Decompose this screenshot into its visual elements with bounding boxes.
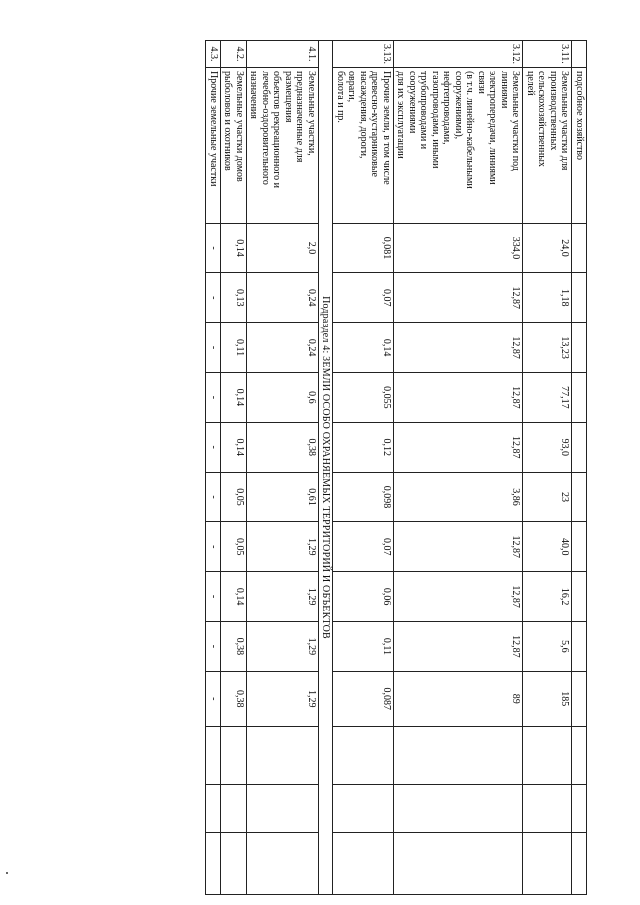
value-cell: 24,0	[523, 223, 572, 273]
row-name-line: болота и пр.	[335, 70, 346, 123]
row-name-line: овраги,	[346, 70, 358, 103]
row-number: 4.1.	[247, 41, 319, 68]
value-cell	[572, 273, 587, 323]
value-cell: -	[206, 223, 221, 273]
value-cell	[572, 522, 587, 572]
row-name-line: размещения	[283, 70, 294, 123]
value-cell: 0,07	[333, 273, 394, 323]
row-number: 3.11.	[523, 41, 572, 68]
row-number	[572, 41, 587, 68]
value-cell: 12,87	[394, 373, 524, 423]
value-cell: 12,87	[394, 422, 524, 472]
value-cell	[333, 832, 394, 894]
value-cell: 12,87	[394, 323, 524, 373]
value-cell	[333, 726, 394, 784]
scan-speck	[6, 872, 8, 874]
value-cell	[221, 784, 247, 832]
value-cell: 16,2	[523, 572, 572, 622]
row-name-line: Прочие земельные участки	[208, 70, 219, 187]
table-row	[394, 41, 524, 895]
value-cell	[333, 784, 394, 832]
value-cell: -	[206, 671, 221, 726]
row-number: 3.12.	[394, 41, 524, 68]
value-cell	[572, 671, 587, 726]
value-cell: -	[206, 422, 221, 472]
value-cell	[523, 784, 572, 832]
value-cell: 185	[523, 671, 572, 726]
value-cell: 23	[523, 472, 572, 522]
row-name-line: трубопроводами и	[418, 70, 430, 150]
table-row	[247, 41, 319, 895]
row-name-line: подсобное хозяйство	[574, 70, 585, 161]
row-name-line: нефтепроводами,	[441, 70, 453, 145]
row-name	[523, 67, 572, 223]
value-cell: 3,86	[394, 472, 524, 522]
row-name-line: для их эксплуатации	[395, 70, 407, 159]
row-name-line: сельскохозяйственных	[536, 70, 548, 167]
value-cell: 0,38	[247, 422, 319, 472]
value-cell: 0,081	[333, 223, 394, 273]
value-cell	[572, 323, 587, 373]
value-cell	[572, 572, 587, 622]
value-cell: -	[206, 273, 221, 323]
row-name-line: Земельные участки под	[510, 70, 522, 171]
value-cell	[221, 726, 247, 784]
value-cell	[572, 832, 587, 894]
row-name-line: предназначенные для	[294, 70, 306, 163]
value-cell: 0,24	[247, 323, 319, 373]
value-cell: 0,11	[221, 323, 247, 373]
table-row	[206, 41, 221, 895]
row-name-line: рыболовов и охотников	[222, 70, 234, 171]
row-name-line: электропередачи, линиями	[487, 70, 499, 185]
value-cell: 0,07	[333, 522, 394, 572]
value-cell: -	[206, 621, 221, 671]
value-cell: 0,098	[333, 472, 394, 522]
value-cell: 0,14	[221, 223, 247, 273]
value-cell	[572, 621, 587, 671]
value-cell: 12,87	[394, 522, 524, 572]
value-cell	[394, 832, 524, 894]
value-cell: 0,24	[247, 273, 319, 323]
row-name	[247, 67, 319, 223]
value-cell	[206, 784, 221, 832]
value-cell: 0,087	[333, 671, 394, 726]
value-cell: -	[206, 323, 221, 373]
value-cell	[523, 726, 572, 784]
row-name-line: линиями	[499, 70, 510, 109]
value-cell	[247, 832, 319, 894]
value-cell: 0,11	[333, 621, 394, 671]
value-cell	[523, 832, 572, 894]
row-name	[333, 67, 394, 223]
value-cell: 89	[394, 671, 524, 726]
row-name-line: производственных	[548, 70, 559, 151]
value-cell: 0,6	[247, 373, 319, 423]
value-cell: 40,0	[523, 522, 572, 572]
row-name-line: связи	[476, 70, 487, 94]
value-cell: 0,06	[333, 572, 394, 622]
row-number: 4.2.	[221, 41, 247, 68]
value-cell: 0,14	[221, 572, 247, 622]
value-cell: 0,12	[333, 422, 394, 472]
value-cell: 334,0	[394, 223, 524, 273]
value-cell	[394, 726, 524, 784]
value-cell: 12,87	[394, 273, 524, 323]
value-cell	[572, 472, 587, 522]
value-cell: -	[206, 472, 221, 522]
value-cell: 12,87	[394, 572, 524, 622]
value-cell: -	[206, 373, 221, 423]
row-name-line: Земельные участки для	[559, 70, 571, 171]
row-name-line: Земельные участки домов	[234, 70, 245, 182]
value-cell: 12,87	[394, 621, 524, 671]
table-row	[221, 41, 247, 895]
row-name	[206, 67, 221, 223]
value-cell: 0,14	[221, 422, 247, 472]
row-name-line: лечебно-оздоровительного	[260, 70, 271, 185]
row-name-line: Земельные участки,	[306, 70, 317, 156]
row-name-line: назначения	[248, 70, 260, 119]
value-cell	[394, 784, 524, 832]
row-name-line: сооружениями	[407, 70, 418, 134]
value-cell	[572, 422, 587, 472]
row-number: 3.13.	[333, 41, 394, 68]
rotated-table-region	[32, 40, 587, 895]
row-name	[394, 67, 524, 223]
row-name-line: насаждения, дороги,	[358, 70, 369, 159]
table-row	[523, 41, 572, 895]
value-cell	[247, 784, 319, 832]
value-cell: 0,055	[333, 373, 394, 423]
value-cell: 0,14	[221, 373, 247, 423]
row-name-line: древесно-кустарниковые	[369, 70, 381, 177]
value-cell	[572, 784, 587, 832]
value-cell	[206, 832, 221, 894]
land-rates-table	[206, 40, 588, 895]
row-name-line: Прочие земли, в том числе	[381, 70, 392, 185]
table-row	[572, 41, 587, 895]
row-name-line: целей	[525, 70, 536, 96]
section-title: Подраздел 4: ЗЕМЛИ ОСОБО ОХРАНЯЕМЫХ ТЕРРИТОРИЙ И ОБЪЕКТОВ	[319, 41, 334, 895]
row-number: 4.3.	[206, 41, 221, 68]
value-cell	[572, 373, 587, 423]
value-cell: -	[206, 572, 221, 622]
value-cell: 0,61	[247, 472, 319, 522]
value-cell: 1,29	[247, 671, 319, 726]
value-cell: 1,29	[247, 572, 319, 622]
value-cell: 0,05	[221, 472, 247, 522]
value-cell: 5,6	[523, 621, 572, 671]
row-name	[572, 67, 587, 223]
value-cell: 0,05	[221, 522, 247, 572]
value-cell	[572, 223, 587, 273]
value-cell: 1,18	[523, 273, 572, 323]
row-name-line: газопроводами, иными	[430, 70, 441, 169]
value-cell: 13,23	[523, 323, 572, 373]
table-row	[333, 41, 394, 895]
value-cell: 1,29	[247, 621, 319, 671]
value-cell: 0,13	[221, 273, 247, 323]
value-cell: 1,29	[247, 522, 319, 572]
value-cell: 0,38	[221, 621, 247, 671]
row-name	[221, 67, 247, 223]
value-cell: 0,14	[333, 323, 394, 373]
value-cell: 0,38	[221, 671, 247, 726]
value-cell	[221, 832, 247, 894]
row-name-line: (в т.ч. линейно-кабельными	[464, 70, 476, 189]
value-cell	[247, 726, 319, 784]
section-row	[319, 41, 334, 895]
value-cell: -	[206, 522, 221, 572]
row-name-line: объектов рекреационного и	[271, 70, 283, 189]
value-cell: 93,0	[523, 422, 572, 472]
value-cell: 77,17	[523, 373, 572, 423]
row-name-line: сооружениями),	[453, 70, 464, 140]
value-cell	[206, 726, 221, 784]
value-cell: 2,0	[247, 223, 319, 273]
value-cell	[572, 726, 587, 784]
